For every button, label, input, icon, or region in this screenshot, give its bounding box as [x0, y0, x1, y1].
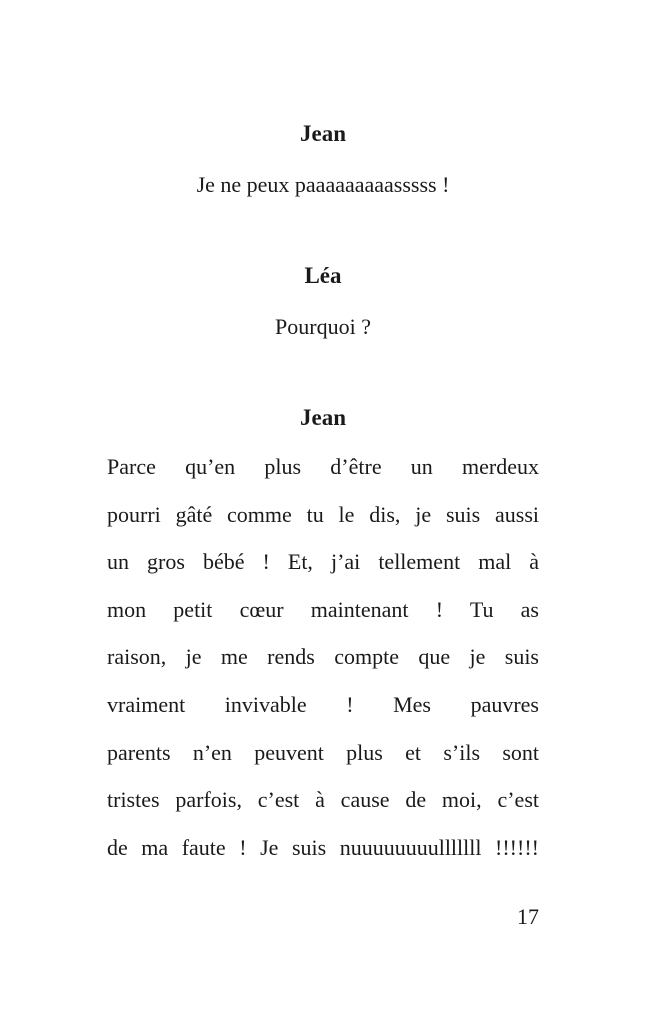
- book-page-text: [107, 110, 539, 871]
- dialogue-line: Pourquoi ?: [275, 314, 371, 339]
- speaker-name: Jean: [300, 121, 346, 146]
- paragraph-line: vraiment invivable ! Mes pauvres: [107, 691, 539, 717]
- paragraph-line: pourri gâté comme tu le dis, je suis aussi: [107, 501, 539, 527]
- paragraph-line: de ma faute ! Je suis nuuuuuuuulllllll !!!!!!: [107, 834, 539, 860]
- dialogue-paragraph: [107, 443, 539, 871]
- page-number: 17: [517, 904, 539, 929]
- speaker-name: Léa: [304, 263, 342, 288]
- dialogue-line: Je ne peux paaaaaaaaasssss !: [196, 172, 450, 197]
- paragraph-line: un gros bébé ! Et, j’ai tellement mal à: [107, 549, 539, 575]
- paragraph-line: Parce qu’en plus d’être un merdeux: [107, 454, 539, 479]
- paragraph-line: parents n’en peuvent plus et s’ils sont: [107, 739, 539, 765]
- paragraph-line: tristes parfois, c’est à cause de moi, c’est: [107, 787, 539, 813]
- speaker-name: Jean: [300, 405, 346, 430]
- paragraph-line: raison, je me rends compte que je suis: [107, 644, 539, 670]
- paragraph-line: mon petit cœur maintenant ! Tu as: [107, 596, 539, 622]
